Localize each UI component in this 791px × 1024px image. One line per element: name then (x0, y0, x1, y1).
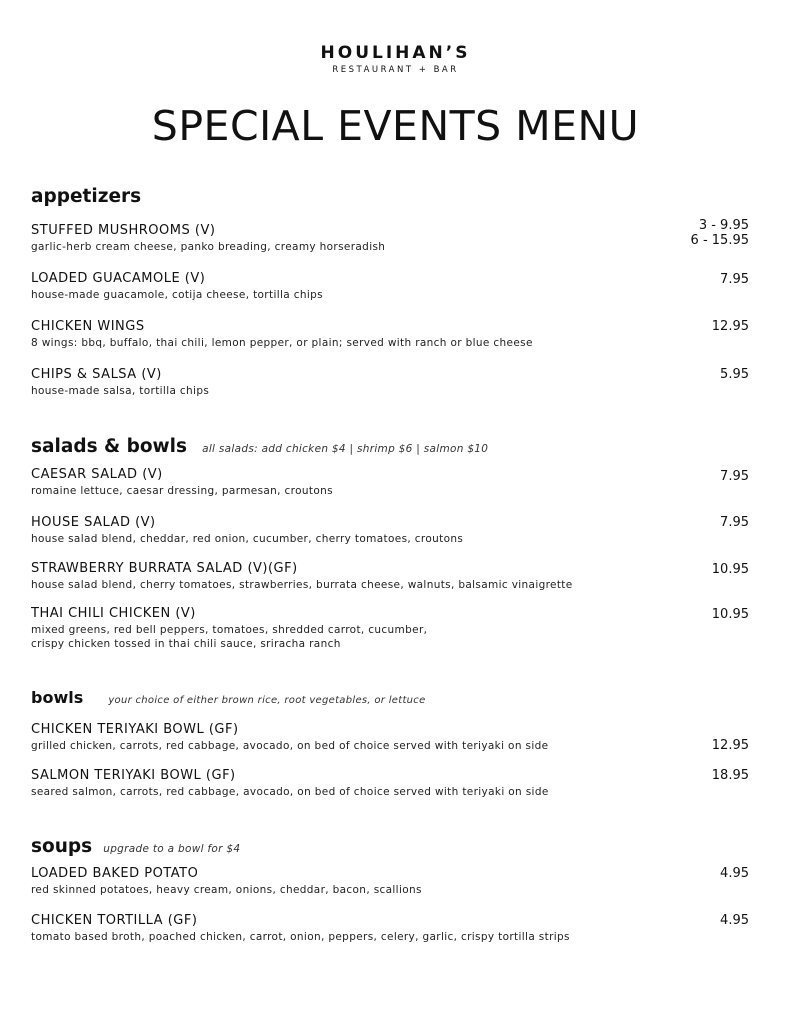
section-name: bowls (31, 688, 84, 707)
item-description: house-made guacamole, cotija cheese, tortilla chips (31, 289, 323, 301)
item-name: LOADED GUACAMOLE (V) (31, 271, 206, 286)
item-name: CAESAR SALAD (V) (31, 467, 163, 482)
section-note: all salads: add chicken $4 | shrimp $6 | salmon $10 (202, 443, 489, 455)
section-name: soups (31, 836, 93, 857)
item-name: SALMON TERIYAKI BOWL (GF) (31, 768, 236, 783)
section-name: appetizers (31, 186, 142, 207)
section-name: salads & bowls (31, 436, 187, 457)
brand-name: HOULIHAN’S (320, 43, 471, 63)
menu-item-caesar-salad (31, 466, 749, 498)
item-price: 10.95 (711, 562, 749, 577)
item-description: house salad blend, cherry tomatoes, strawberries, burrata cheese, walnuts, balsamic vinaigrette (31, 579, 573, 591)
item-price: 10.95 (711, 607, 749, 622)
item-name: LOADED BAKED POTATO (31, 866, 199, 881)
menu-item-loaded-baked-potato (31, 865, 749, 897)
item-name: CHICKEN WINGS (31, 319, 145, 334)
section-note: your choice of either brown rice, root vegetables, or lettuce (108, 695, 426, 706)
item-price: 12.95 (711, 738, 749, 753)
item-name: CHICKEN TORTILLA (GF) (31, 913, 198, 928)
item-description: grilled chicken, carrots, red cabbage, avocado, on bed of choice served with teriyaki on side (31, 740, 549, 752)
item-description: house salad blend, cheddar, red onion, cucumber, cherry tomatoes, croutons (31, 533, 464, 545)
section-heading-appetizers (31, 186, 141, 207)
item-description: red skinned potatoes, heavy cream, onions, cheddar, bacon, scallions (31, 884, 422, 896)
page-title: SPECIAL EVENTS MENU (151, 102, 640, 150)
menu-item-stuffed-mushrooms (31, 218, 749, 254)
price-large: 6 - 15.95 (690, 233, 749, 248)
item-description: romaine lettuce, caesar dressing, parmesan, croutons (31, 485, 333, 497)
item-name: HOUSE SALAD (V) (31, 515, 156, 530)
item-description: mixed greens, red bell peppers, tomatoes, shredded carrot, cucumber, (31, 624, 428, 636)
item-description: house-made salsa, tortilla chips (31, 385, 210, 397)
price-small: 3 - 9.95 (698, 218, 749, 233)
section-heading-soups (31, 836, 240, 857)
item-price: 7.95 (720, 515, 749, 530)
item-name: THAI CHILI CHICKEN (V) (31, 606, 196, 621)
brand-subtitle: RESTAURANT + BAR (332, 65, 459, 75)
item-price: 4.95 (720, 866, 749, 881)
item-description: tomato based broth, poached chicken, carrot, onion, peppers, celery, garlic, crispy tortilla strips (31, 931, 570, 943)
menu-item-chicken-wings (31, 318, 749, 350)
menu-item-chicken-teriyaki-bowl (31, 721, 749, 753)
item-price: 7.95 (720, 272, 749, 287)
menu-item-loaded-guacamole (31, 270, 749, 302)
item-price: 4.95 (720, 913, 749, 928)
item-description: seared salmon, carrots, red cabbage, avocado, on bed of choice served with teriyaki on side (31, 786, 549, 798)
menu-item-chips-salsa (31, 366, 749, 398)
menu-item-strawberry-burrata-salad (31, 560, 749, 592)
item-description-line-2: crispy chicken tossed in thai chili sauce, sriracha ranch (31, 638, 341, 650)
item-name: CHIPS & SALSA (V) (31, 367, 162, 382)
item-price: 12.95 (711, 319, 749, 334)
menu-item-thai-chili-chicken (31, 605, 749, 651)
item-name: CHICKEN TERIYAKI BOWL (GF) (31, 722, 239, 737)
menu-item-house-salad (31, 514, 749, 546)
item-price: 7.95 (720, 469, 749, 484)
item-name: STRAWBERRY BURRATA SALAD (V)(GF) (31, 561, 298, 576)
section-heading-salads (31, 436, 488, 457)
menu-item-chicken-tortilla (31, 912, 749, 944)
item-price: 18.95 (711, 768, 749, 783)
item-price: 5.95 (720, 367, 749, 382)
brand-logo (0, 44, 791, 76)
section-note: upgrade to a bowl for $4 (103, 843, 241, 855)
item-name: STUFFED MUSHROOMS (V) (31, 223, 216, 238)
menu-item-salmon-teriyaki-bowl (31, 767, 749, 799)
item-description: garlic-herb cream cheese, panko breading, creamy horseradish (31, 241, 386, 253)
item-description: 8 wings: bbq, buffalo, thai chili, lemon pepper, or plain; served with ranch or blue cheese (31, 337, 533, 349)
section-heading-bowls (31, 688, 426, 707)
item-price (691, 218, 749, 248)
